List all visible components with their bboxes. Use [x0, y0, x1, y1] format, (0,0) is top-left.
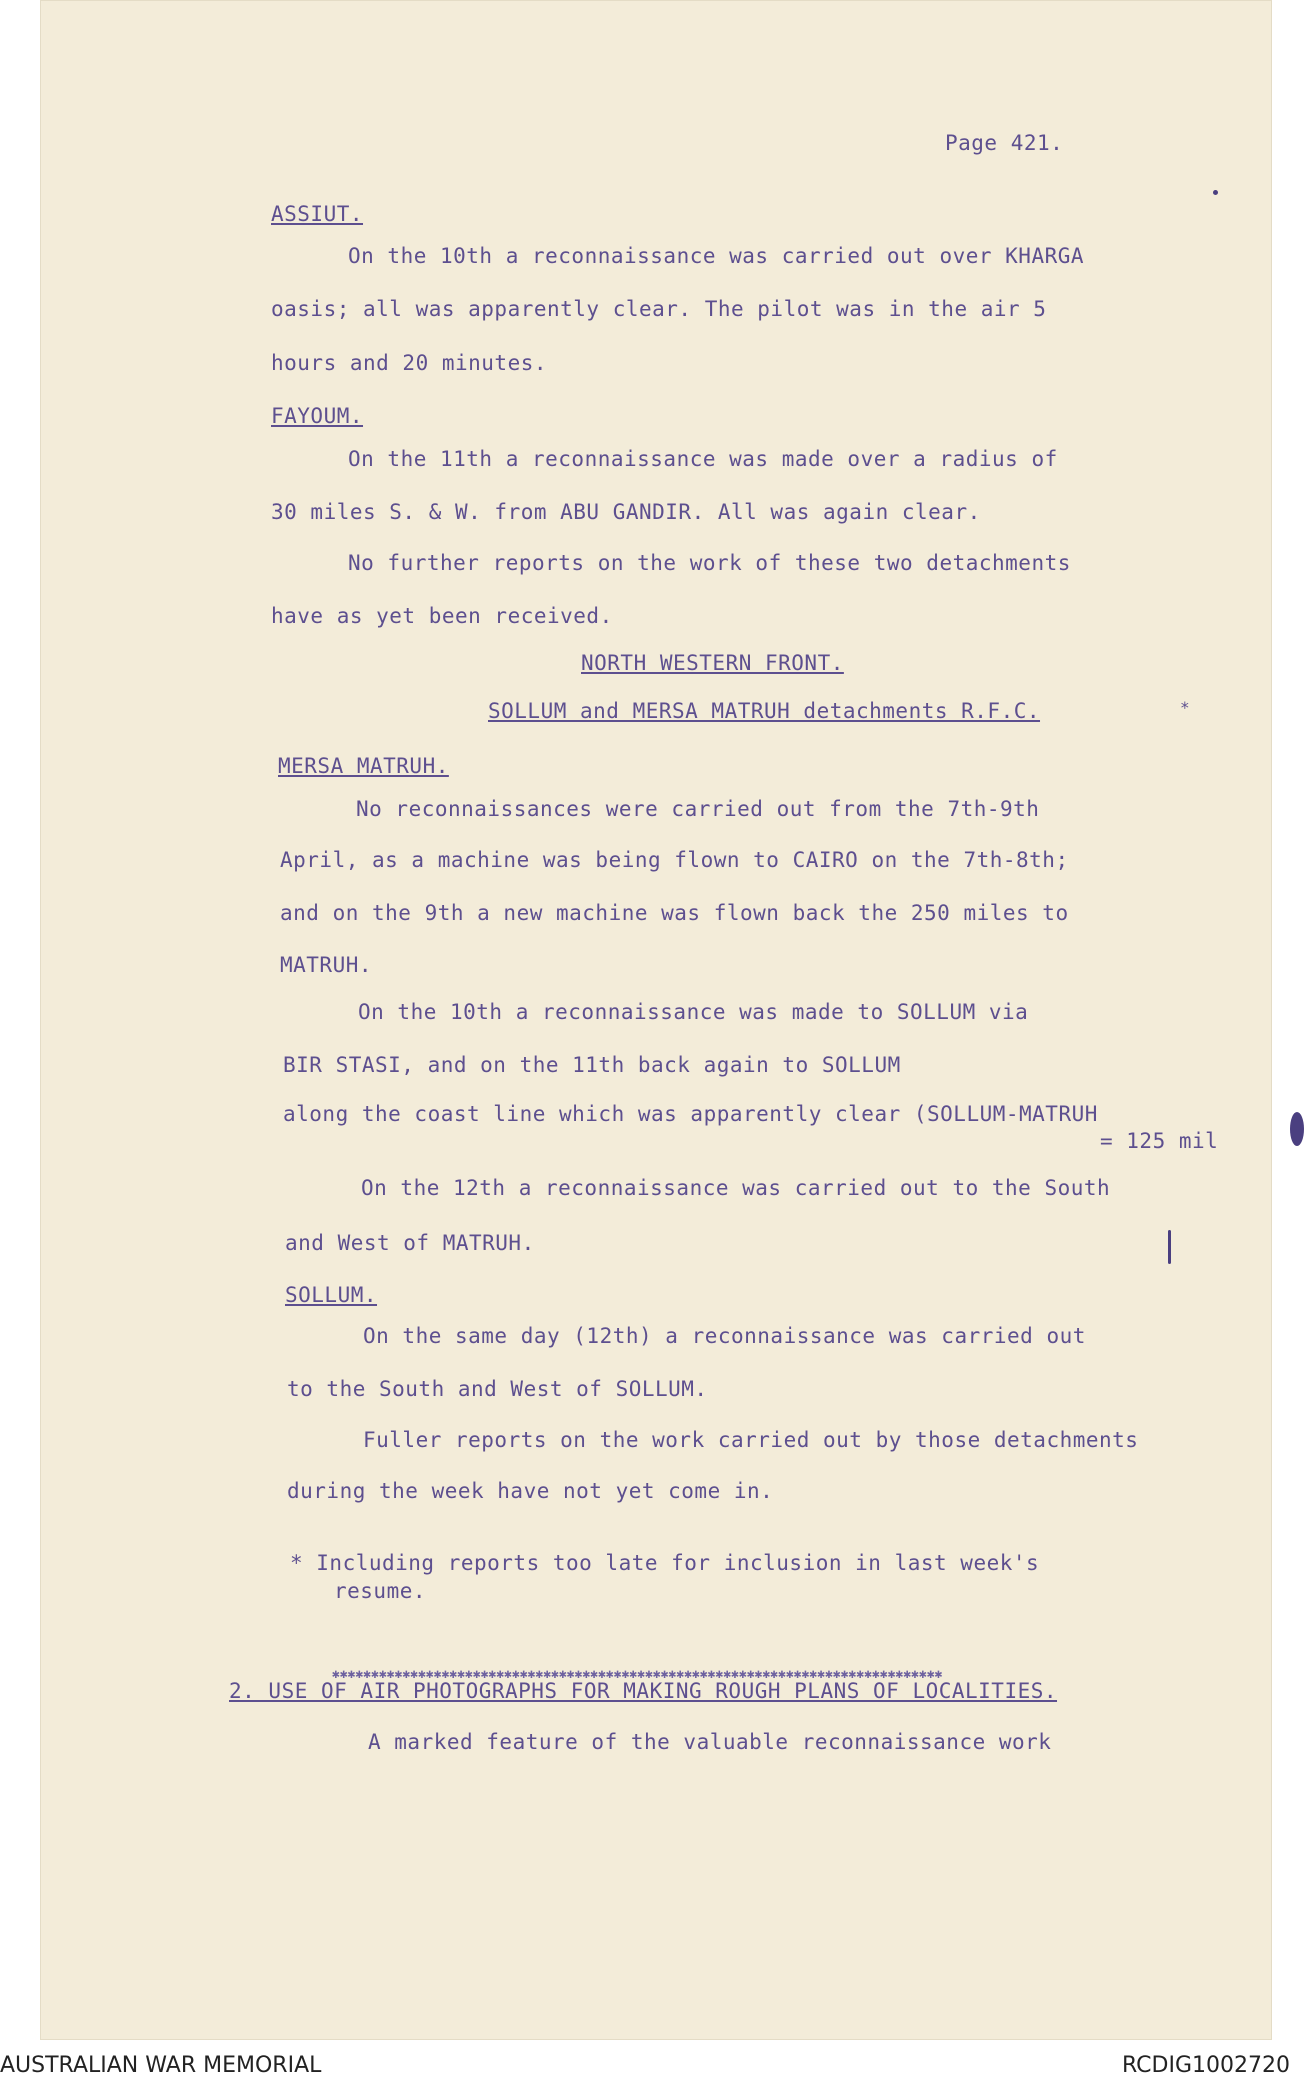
text-line: oasis; all was apparently clear. The pilot was in the air 5	[271, 297, 1047, 321]
text-line: BIR STASI, and on the 11th back again to SOLLUM	[283, 1053, 901, 1077]
separator-line: ✱✱✱✱✱✱✱✱✱✱✱✱✱✱✱✱✱✱✱✱✱✱✱✱✱✱✱✱✱✱✱✱✱✱✱✱✱✱✱✱✱✱✱✱✱✱✱✱✱✱✱✱✱✱✱✱✱✱✱✱✱✱✱✱✱✱✱✱✱✱✱✱✱✱✱✱✱✱	[332, 1667, 943, 1682]
footer-record-id: RCDIG1002720	[1121, 2053, 1290, 2078]
document-page	[40, 0, 1272, 2040]
text-line: along the coast line which was apparently clear (SOLLUM-MATRUH	[283, 1102, 1098, 1126]
text-line: have as yet been received.	[271, 604, 613, 628]
text-line: ASSIUT.	[271, 202, 364, 226]
text-line: MATRUH.	[280, 953, 373, 977]
text-line: On the 10th a reconnaissance was made to SOLLUM via	[358, 1000, 1029, 1024]
text-line: On the same day (12th) a reconnaissance was carried out	[363, 1324, 1086, 1348]
text-line: hours and 20 minutes.	[271, 351, 548, 375]
page-number: Page 421.	[945, 131, 1064, 155]
text-line: * Including reports too late for inclusion in last week's	[290, 1551, 1040, 1575]
text-line: and West of MATRUH.	[285, 1231, 535, 1255]
text-line: Fuller reports on the work carried out by those detachments	[363, 1428, 1139, 1452]
text-line: SOLLUM.	[285, 1283, 378, 1307]
text-line: No further reports on the work of these two detachments	[348, 551, 1071, 575]
text-line: NORTH WESTERN FRONT.	[581, 651, 844, 675]
text-line: during the week have not yet come in.	[287, 1479, 774, 1503]
text-line: FAYOUM.	[271, 404, 364, 428]
footer-archive-name: AUSTRALIAN WAR MEMORIAL	[0, 2053, 322, 2078]
text-line: resume.	[334, 1579, 427, 1603]
text-line: 30 miles S. & W. from ABU GANDIR. All was again clear.	[271, 500, 981, 524]
text-line: A marked feature of the valuable reconnaissance work	[368, 1730, 1052, 1754]
text-line: On the 10th a reconnaissance was carried out over KHARGA	[348, 244, 1085, 268]
pencil-tick-mark	[1168, 1230, 1171, 1264]
text-line: April, as a machine was being flown to CAIRO on the 7th-8th;	[280, 848, 1069, 872]
ink-blot-mark	[1290, 1112, 1304, 1146]
text-line: On the 12th a reconnaissance was carried out to the South	[361, 1176, 1111, 1200]
text-line: 2. USE OF AIR PHOTOGRAPHS FOR MAKING ROUGH PLANS OF LOCALITIES.	[229, 1679, 1058, 1703]
text-line: No reconnaissances were carried out from the 7th-9th	[356, 797, 1040, 821]
text-line: to the South and West of SOLLUM.	[287, 1377, 708, 1401]
text-line: On the 11th a reconnaissance was made over a radius of	[348, 447, 1058, 471]
text-line: and on the 9th a new machine was flown back the 250 miles to	[280, 901, 1069, 925]
text-line: SOLLUM and MERSA MATRUH detachments R.F.C.	[488, 699, 1041, 723]
footnote-asterisk-marker: *	[1180, 698, 1191, 717]
ink-dot-mark	[1213, 190, 1218, 195]
text-line: = 125 mil	[1100, 1129, 1219, 1153]
text-line: MERSA MATRUH.	[278, 754, 449, 778]
